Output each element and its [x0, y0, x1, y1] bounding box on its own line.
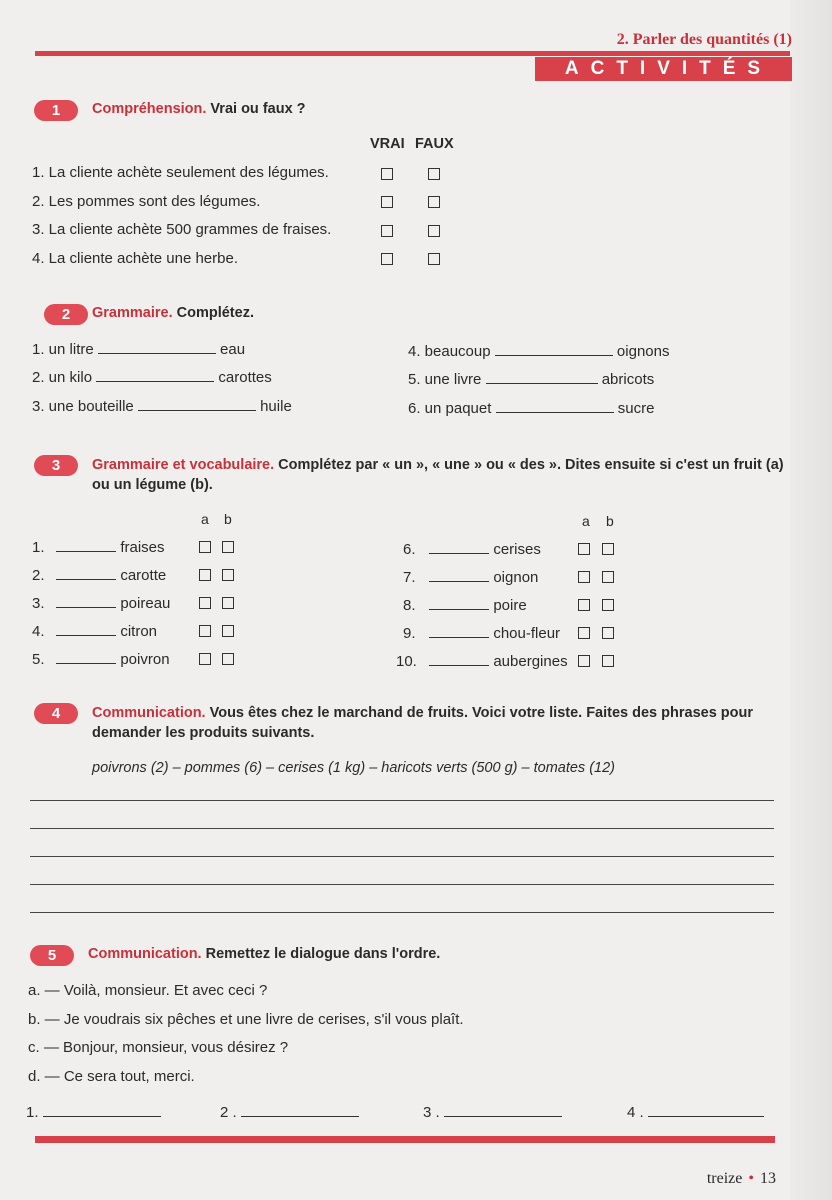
s2-1-blank[interactable] [98, 340, 216, 354]
s1-item-1: 1. La cliente achète seulement des légumes. [32, 164, 329, 181]
s3-9-blank[interactable] [429, 624, 489, 638]
s3-6-a-checkbox[interactable] [578, 543, 590, 555]
s1-4-vrai-checkbox[interactable] [381, 253, 393, 265]
s4-answer-line-4[interactable] [30, 884, 774, 885]
s3-6-blank[interactable] [429, 540, 489, 554]
s3-4-a-checkbox[interactable] [199, 625, 211, 637]
s1-item-2: 2. Les pommes sont des légumes. [32, 193, 261, 210]
section-1-title: Compréhension. Vrai ou faux ? [92, 101, 306, 117]
s3-3-a-checkbox[interactable] [199, 597, 211, 609]
shopping-list: poivrons (2) – pommes (6) – cerises (1 kg) – haricots verts (500 g) – tomates (12) [92, 760, 615, 776]
s5-answer-4-blank[interactable] [648, 1103, 764, 1117]
s5-answer-2-blank[interactable] [241, 1103, 359, 1117]
s3-col-a-right: a [582, 513, 590, 529]
s3-1-blank[interactable] [56, 538, 116, 552]
section-3-badge: 3 [34, 455, 78, 476]
section-5-title: Communication. Remettez le dialogue dans l'ordre. [88, 946, 441, 962]
s4-answer-line-5[interactable] [30, 912, 774, 913]
s2-3-blank[interactable] [138, 397, 256, 411]
s2-item-1: 1. un litre eau [32, 341, 246, 358]
page-edge [790, 0, 832, 1200]
s1-4-faux-checkbox[interactable] [428, 253, 440, 265]
s2-2-blank[interactable] [96, 368, 214, 382]
s5-answer-1: 1. [26, 1103, 161, 1121]
s2-5-blank[interactable] [486, 370, 598, 384]
s1-item-4: 4. La cliente achète une herbe. [32, 250, 238, 267]
page-number: 13 [760, 1170, 776, 1187]
s2-item-2: 2. un kilo carottes [32, 369, 272, 386]
s5-answer-1-blank[interactable] [43, 1103, 161, 1117]
col-faux: FAUX [415, 136, 454, 152]
s3-10-a-checkbox[interactable] [578, 655, 590, 667]
s3-7-blank[interactable] [429, 568, 489, 582]
s2-item-6: 6. un paquet sucre [408, 400, 655, 417]
s3-item-7: 7. oignon [403, 569, 539, 586]
s5-answer-3-blank[interactable] [444, 1103, 562, 1117]
section-3-title: Grammaire et vocabulaire. Complétez par « un », « une » ou « des ». Dites ensuite si c'est un fruit (a) ou un légume (b). [92, 457, 784, 493]
header-rule [35, 51, 790, 56]
chapter-title: 2. Parler des quantités (1) [616, 31, 792, 48]
section-1-badge: 1 [34, 100, 78, 121]
s3-item-10: 10. aubergines [396, 653, 568, 670]
s5-answer-2: 2 . [220, 1103, 359, 1121]
s3-9-a-checkbox[interactable] [578, 627, 590, 639]
section-2-badge: 2 [44, 304, 88, 325]
s5-item-b: b. — Je voudrais six pêches et une livre de cerises, s'il vous plaît. [28, 1011, 464, 1028]
s3-3-blank[interactable] [56, 594, 116, 608]
s4-answer-line-3[interactable] [30, 856, 774, 857]
s2-item-3: 3. une bouteille huile [32, 398, 292, 415]
page-footer [707, 1170, 776, 1188]
s1-1-faux-checkbox[interactable] [428, 168, 440, 180]
section-2-title: Grammaire. Complétez. [92, 305, 254, 321]
s3-6-b-checkbox[interactable] [602, 543, 614, 555]
s1-1-vrai-checkbox[interactable] [381, 168, 393, 180]
section-4-title: Communication. Vous êtes chez le marchand de fruits. Voici votre liste. Faites des phrases pour demander les produits suivants. [92, 705, 754, 741]
s5-item-a: a. — Voilà, monsieur. Et avec ceci ? [28, 982, 268, 999]
s3-col-a-left: a [201, 511, 209, 527]
s3-3-b-checkbox[interactable] [222, 597, 234, 609]
footer-bullet: • [748, 1170, 754, 1187]
s3-5-b-checkbox[interactable] [222, 653, 234, 665]
s5-item-d: d. — Ce sera tout, merci. [28, 1068, 195, 1085]
s3-8-b-checkbox[interactable] [602, 599, 614, 611]
s1-3-faux-checkbox[interactable] [428, 225, 440, 237]
footer-word: treize [706, 1170, 743, 1187]
s3-col-b-left: b [224, 511, 232, 527]
s3-9-b-checkbox[interactable] [602, 627, 614, 639]
s3-7-b-checkbox[interactable] [602, 571, 614, 583]
s3-4-blank[interactable] [56, 622, 116, 636]
section-5-badge: 5 [30, 945, 74, 966]
s3-8-a-checkbox[interactable] [578, 599, 590, 611]
s2-item-4: 4. beaucoup oignons [408, 343, 670, 360]
s3-item-9: 9. chou-fleur [403, 625, 561, 642]
s3-5-a-checkbox[interactable] [199, 653, 211, 665]
s3-item-8: 8. poire [403, 597, 527, 614]
s3-10-b-checkbox[interactable] [602, 655, 614, 667]
activites-banner: ACTIVITÉS [535, 57, 792, 81]
s1-2-faux-checkbox[interactable] [428, 196, 440, 208]
s3-7-a-checkbox[interactable] [578, 571, 590, 583]
col-vrai: VRAI [370, 136, 405, 152]
s3-2-blank[interactable] [56, 566, 116, 580]
s3-item-2: 2. carotte [32, 567, 167, 584]
s3-1-b-checkbox[interactable] [222, 541, 234, 553]
s3-5-blank[interactable] [56, 650, 116, 664]
s3-2-a-checkbox[interactable] [199, 569, 211, 581]
footer-rule [35, 1136, 775, 1143]
s1-3-vrai-checkbox[interactable] [381, 225, 393, 237]
s3-item-3: 3. poireau [32, 595, 171, 612]
s3-1-a-checkbox[interactable] [199, 541, 211, 553]
s5-answer-4: 4 . [627, 1103, 764, 1121]
s2-item-5: 5. une livre abricots [408, 371, 655, 388]
s3-col-b-right: b [606, 513, 614, 529]
s2-6-blank[interactable] [496, 399, 614, 413]
s4-answer-line-2[interactable] [30, 828, 774, 829]
s3-item-5: 5. poivron [32, 651, 170, 668]
s1-2-vrai-checkbox[interactable] [381, 196, 393, 208]
section-4-badge: 4 [34, 703, 78, 724]
s5-answer-3: 3 . [423, 1103, 562, 1121]
s3-item-4: 4. citron [32, 623, 158, 640]
s3-10-blank[interactable] [429, 652, 489, 666]
s3-2-b-checkbox[interactable] [222, 569, 234, 581]
s3-item-6: 6. cerises [403, 541, 541, 558]
s4-answer-line-1[interactable] [30, 800, 774, 801]
s3-4-b-checkbox[interactable] [222, 625, 234, 637]
s5-item-c: c. — Bonjour, monsieur, vous désirez ? [28, 1039, 289, 1056]
s3-item-1: 1. fraises [32, 539, 165, 556]
s2-4-blank[interactable] [495, 342, 613, 356]
s3-8-blank[interactable] [429, 596, 489, 610]
s1-item-3: 3. La cliente achète 500 grammes de fraises. [32, 221, 332, 238]
